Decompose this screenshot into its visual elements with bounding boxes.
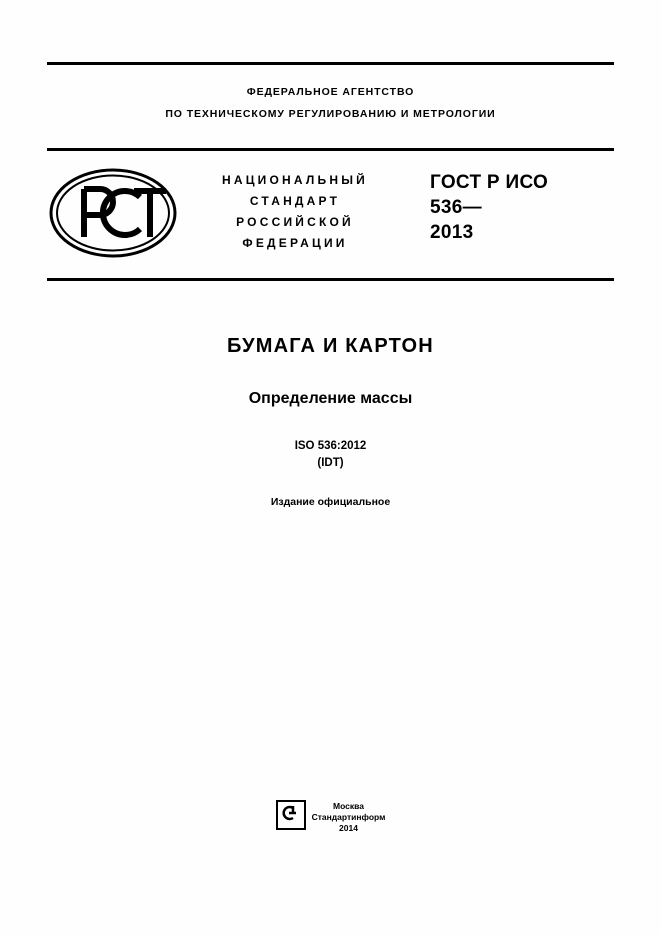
designation-number: 536— bbox=[430, 197, 482, 218]
standard-line-1: НАЦИОНАЛЬНЫЙ bbox=[221, 173, 369, 187]
standard-type-block bbox=[190, 170, 400, 254]
standartinform-logo-icon bbox=[276, 800, 306, 830]
standard-designation bbox=[430, 170, 620, 245]
header-divider-bottom bbox=[47, 278, 614, 281]
publisher-text bbox=[312, 800, 386, 834]
iso-standard-number: ISO 536:2012 bbox=[294, 440, 367, 452]
gost-r-emblem-icon bbox=[48, 167, 178, 259]
publisher-year: 2014 bbox=[339, 823, 358, 833]
edition-note: Издание официальное bbox=[270, 496, 391, 508]
publisher-city: Москва bbox=[333, 801, 364, 811]
page-title: БУМАГА И КАРТОН bbox=[227, 335, 434, 357]
agency-header bbox=[0, 86, 661, 120]
standard-line-3: РОССИЙСКОЙ bbox=[236, 215, 354, 229]
standard-line-4: ФЕДЕРАЦИИ bbox=[242, 236, 348, 250]
header-divider-middle bbox=[47, 148, 614, 151]
designation-year: 2013 bbox=[430, 222, 474, 243]
agency-line-2: ПО ТЕХНИЧЕСКОМУ РЕГУЛИРОВАНИЮ И МЕТРОЛОГИИ bbox=[165, 108, 496, 120]
publisher-name: Стандартинформ bbox=[311, 812, 386, 822]
iso-equivalence-degree: (IDT) bbox=[317, 457, 344, 469]
standard-line-2: СТАНДАРТ bbox=[249, 194, 341, 208]
designation-code: ГОСТ Р ИСО bbox=[430, 172, 549, 193]
header-divider-top bbox=[47, 62, 614, 65]
iso-reference bbox=[0, 438, 661, 472]
page-subtitle: Определение массы bbox=[248, 390, 413, 407]
agency-line-1: ФЕДЕРАЛЬНОЕ АГЕНТСТВО bbox=[246, 86, 415, 98]
publisher-block bbox=[0, 800, 661, 834]
